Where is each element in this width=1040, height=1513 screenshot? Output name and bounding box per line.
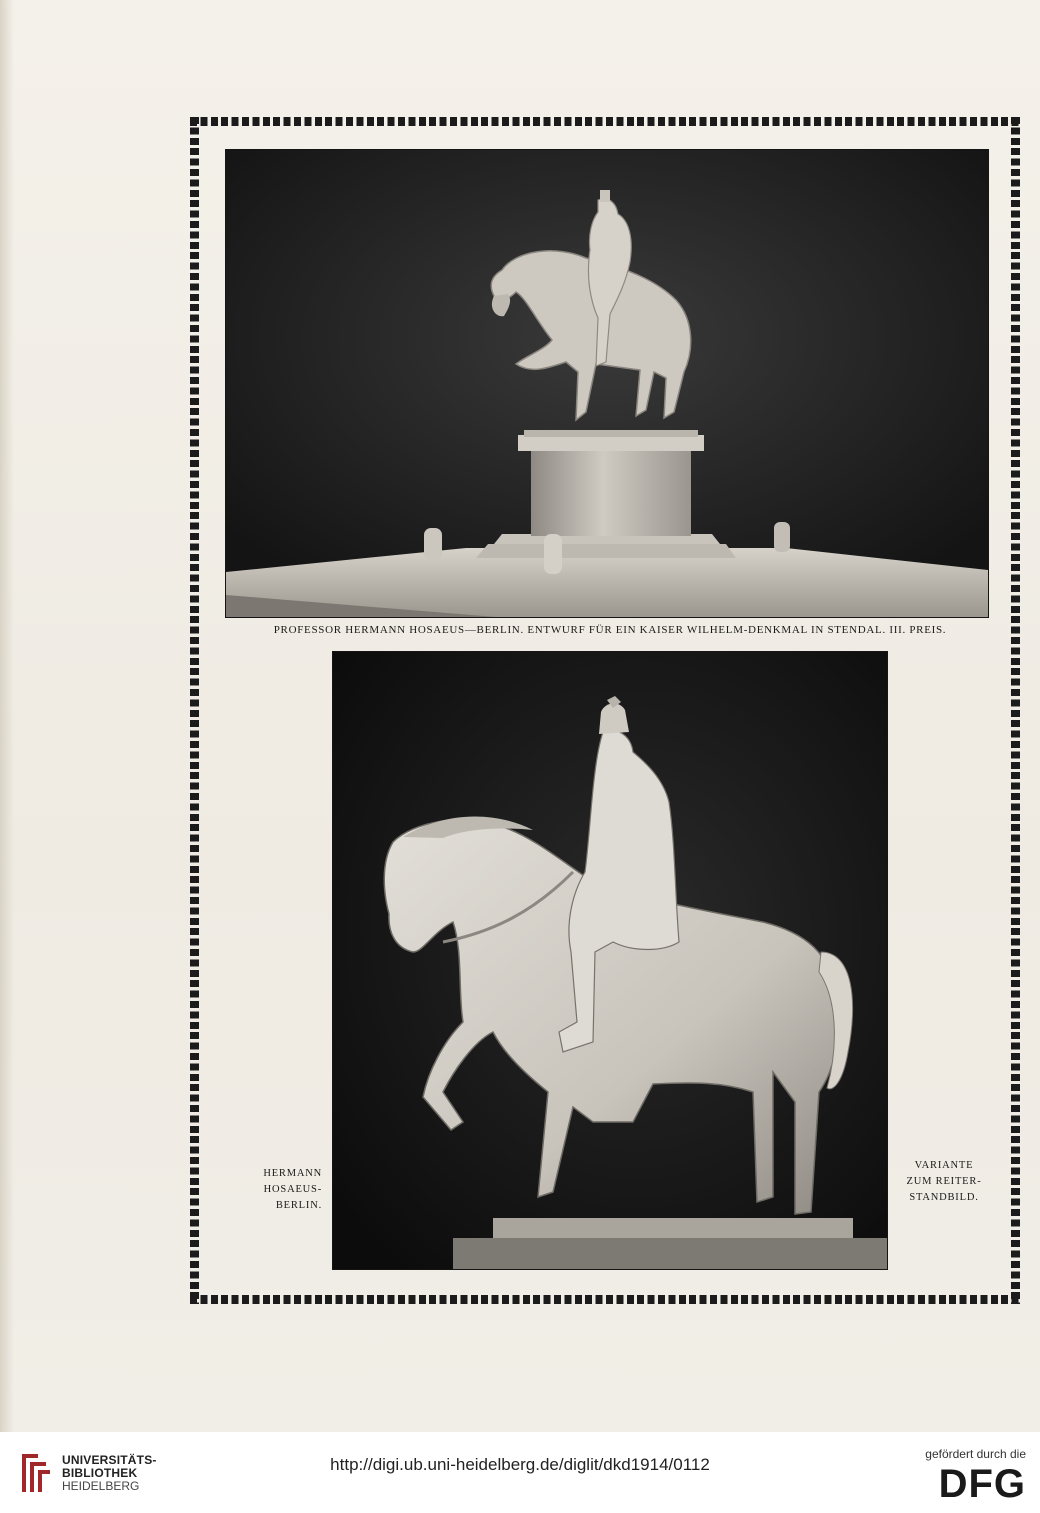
library-line-3: HEIDELBERG: [62, 1479, 140, 1493]
caption-variant-right: [898, 1158, 990, 1206]
caption-left-line-2: HOSAEUS-: [263, 1184, 322, 1195]
photo-equestrian-variant: [333, 652, 887, 1269]
caption-monument-model: PROFESSOR HERMANN HOSAEUS—BERLIN. ENTWURF FÜR EIN KAISER WILHELM-DENKMAL IN STENDAL. III. PREIS.: [273, 624, 947, 636]
equestrian-variant-image: [333, 652, 887, 1269]
page-gutter: [0, 0, 14, 1432]
caption-left-line-3: BERLIN.: [275, 1200, 322, 1211]
library-line-2: BIBLIOTHEK: [62, 1466, 138, 1480]
dfg-logo[interactable]: DFG: [938, 1462, 1026, 1506]
frame-bottom: [190, 1295, 1020, 1304]
funding-label: gefördert durch die: [925, 1447, 1026, 1461]
caption-right-line-2: ZUM REITER-: [906, 1176, 982, 1187]
caption-artist-left: [230, 1166, 322, 1214]
caption-right-line-3: STANDBILD.: [909, 1192, 979, 1203]
photo-monument-model: [226, 150, 988, 617]
frame-left: [190, 117, 199, 1304]
frame-top: [190, 117, 1020, 126]
caption-left-line-1: HERMANN: [263, 1168, 322, 1179]
caption-right-line-1: VARIANTE: [914, 1160, 974, 1171]
monument-model-image: [226, 150, 988, 617]
library-line-1: UNIVERSITÄTS-: [62, 1453, 157, 1467]
permalink-url[interactable]: http://digi.ub.uni-heidelberg.de/diglit/dkd1914/0112: [330, 1455, 710, 1474]
frame-right: [1011, 117, 1020, 1304]
